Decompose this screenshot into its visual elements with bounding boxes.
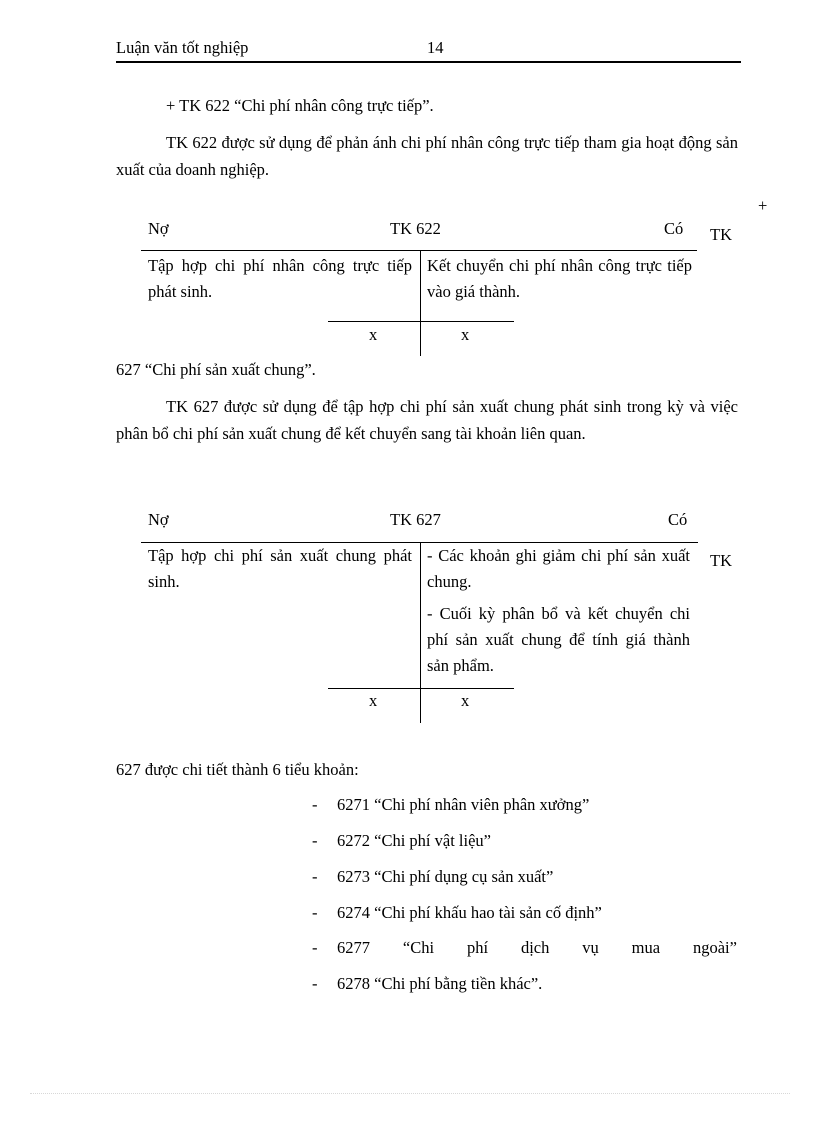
page-footer-border bbox=[30, 1093, 790, 1094]
credit-entry-2: - Cuối kỳ phân bổ và kết chuyển chi phí sản xuất chung để tính giá thành sản phẩm. bbox=[427, 604, 690, 675]
list-item: - 6274 “Chi phí khấu hao tài sản cố định” bbox=[312, 903, 602, 922]
list-item: - 6273 “Chi phí dụng cụ sản xuất” bbox=[312, 867, 554, 886]
tk627-heading: 627 “Chi phí sản xuất chung”. bbox=[116, 360, 316, 379]
margin-plus: + bbox=[758, 196, 768, 215]
balance-rule bbox=[328, 321, 514, 322]
credit-balance: x bbox=[461, 691, 470, 710]
list-item: - 6277 “Chi phí dịch vụ mua ngoài” bbox=[312, 938, 737, 957]
credit-label: Có bbox=[668, 510, 688, 529]
debit-entry: Tập hợp chi phí sản xuất chung phát sinh. bbox=[148, 546, 412, 591]
debit-label: Nợ bbox=[148, 510, 169, 529]
side-label: TK bbox=[710, 551, 732, 570]
tk622-bullet: + TK 622 “Chi phí nhân công trực tiếp”. bbox=[166, 96, 434, 115]
credit-label: Có bbox=[664, 219, 684, 238]
sub-accounts-intro: 627 được chi tiết thành 6 tiểu khoản: bbox=[116, 760, 359, 779]
credit-entry: Kết chuyển chi phí nhân công trực tiếp vào giá thành. bbox=[427, 256, 692, 301]
list-item: - 6272 “Chi phí vật liệu” bbox=[312, 831, 491, 850]
page-number: 14 bbox=[427, 38, 444, 57]
t-account-divider bbox=[420, 250, 421, 356]
t-account-top-rule bbox=[141, 250, 697, 251]
debit-label: Nợ bbox=[148, 219, 169, 238]
debit-balance: x bbox=[369, 691, 378, 710]
tk627-description: TK 627 được sử dụng để tập hợp chi phí sản xuất chung phát sinh trong kỳ và việc phân bổ chi phí sản xuất chung để kết chuyển sang tài khoản liên quan. bbox=[116, 397, 738, 443]
header-rule bbox=[116, 61, 741, 63]
account-name: TK 627 bbox=[390, 510, 441, 529]
list-item: - 6278 “Chi phí bằng tiền khác”. bbox=[312, 974, 543, 993]
list-item: - 6271 “Chi phí nhân viên phân xưởng” bbox=[312, 795, 590, 814]
t-account-divider bbox=[420, 542, 421, 723]
account-name: TK 622 bbox=[390, 219, 441, 238]
running-header-title: Luận văn tốt nghiệp bbox=[116, 38, 249, 57]
tk622-description: TK 622 được sử dụng để phản ánh chi phí nhân công trực tiếp tham gia hoạt động sản xuất của doanh nghiệp. bbox=[116, 133, 738, 179]
credit-entry-1: - Các khoản ghi giảm chi phí sản xuất chung. bbox=[427, 546, 690, 591]
list-item-justified: 6277 “Chi phí dịch vụ mua ngoài” bbox=[337, 938, 737, 957]
side-label: TK bbox=[710, 225, 732, 244]
debit-balance: x bbox=[369, 325, 378, 344]
balance-rule bbox=[328, 688, 514, 689]
credit-balance: x bbox=[461, 325, 470, 344]
debit-entry: Tập hợp chi phí nhân công trực tiếp phát sinh. bbox=[148, 256, 412, 301]
